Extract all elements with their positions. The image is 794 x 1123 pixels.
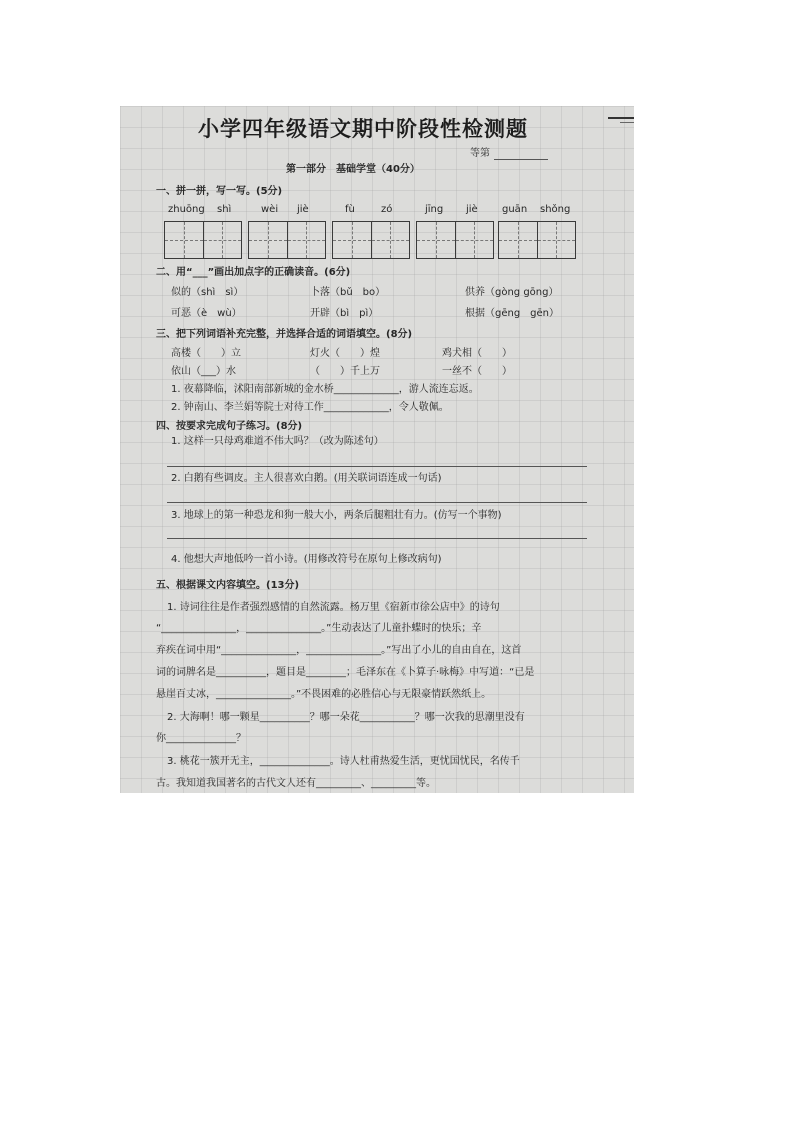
answer-line [167,466,587,467]
idiom-item: 高楼（ ）立 [171,348,241,359]
section-5-heading: 五、根据课文内容填空。(13分) [156,580,300,591]
pinyin-10: shǒng [540,204,571,215]
idiom-item: 鸡犬相（ ） [442,348,512,359]
reading-item: 似的（shì sì） [171,287,244,298]
writing-grid [416,221,494,259]
poem-fill-line: 悬崖百丈冰，_______________。”不畏困难的必胜信心与无限豪情跃然纸上。 [156,689,492,700]
sentence-question: 2. 白鹅有些调皮。主人很喜欢白鹅。(用关联词语连成一句话) [171,473,442,484]
grade-blank [494,159,548,160]
poem-fill-line: 1. 诗词往往是作者强烈感情的自然流露。杨万里《宿新市徐公店中》的诗句 [167,602,500,613]
reading-item: 供养（gòng gōng） [465,287,559,298]
pinyin-9: guān [502,204,528,215]
answer-line [167,502,587,503]
writing-grid [498,221,576,259]
poem-fill-line: “_______________，_______________。”生动表达了儿童扑蝶时的快乐；辛 [156,623,482,634]
idiom-item: （ ）千上万 [310,366,380,377]
scanned-exam-photo [120,106,634,793]
reading-item: 卜落（bǔ bo） [310,287,386,298]
idiom-item: 灯火（ ）煌 [310,348,380,359]
writing-grid [248,221,326,259]
page-title: 小学四年级语文期中阶段性检测题 [198,117,528,141]
sentence-question: 1. 这样一只母鸡难道不伟大吗？（改为陈述句） [171,436,384,447]
pinyin-4: jiè [297,204,309,215]
section-1-heading: 一、拼一拼，写一写。(5分) [156,186,283,197]
grade-label: 等第 [470,148,490,159]
pinyin-8: jiè [466,204,478,215]
fill-question: 1. 夜幕降临，沭阳南部新城的金水桥_____________，游人流连忘返。 [171,384,479,395]
poem-fill-line: 3. 桃花一簇开无主，______________。诗人杜甫热爱生活，更忧国忧民，名传千 [167,756,520,767]
idiom-item: 依山（___）水 [171,366,236,377]
fill-question: 2. 钟南山、李兰娟等院士对待工作_____________，令人敬佩。 [171,402,449,413]
reading-item: 可恶（è wù） [171,308,242,319]
pinyin-6: zó [381,204,393,215]
poem-fill-line: 你______________？ [156,733,246,744]
idiom-item: 一丝不（ ） [442,366,512,377]
section-3-heading: 三、把下列词语补充完整，并选择合适的词语填空。(8分) [156,329,413,340]
sentence-question: 4. 他想大声地低吟一首小诗。(用修改符号在原句上修改病句) [171,554,442,565]
pinyin-7: jīng [425,204,444,215]
part-heading: 第一部分 基础学堂（40分） [286,164,420,175]
page-edge-mark [620,122,634,123]
sentence-question: 3. 地球上的第一种恐龙和狗一般大小，两条后腿粗壮有力。(仿写一个事物) [171,510,502,521]
poem-fill-line: 词的词牌名是__________，题目是________；毛泽东在《卜算子·咏梅》中写道：“已是 [156,667,535,678]
reading-item: 开辟（bì pì） [310,308,379,319]
answer-line [167,538,587,539]
pinyin-3: wèi [261,204,279,215]
section-4-heading: 四、按要求完成句子练习。(8分) [156,421,303,432]
reading-item: 根据（gēng gēn） [465,308,560,319]
section-2-heading: 二、用“___”画出加点字的正确读音。(6分) [156,267,351,278]
pinyin-5: fù [345,204,355,215]
writing-grid [332,221,410,259]
pinyin-1: zhuōng [168,204,205,215]
poem-fill-line: 弃疾在词中用“_______________，_______________。”写出了小儿的自由自在，这首 [156,645,522,656]
poem-fill-line: 2. 大海啊！哪一颗星__________？哪一朵花___________？哪一次我的思潮里没有 [167,712,525,723]
page-edge-mark [608,117,634,119]
pinyin-2: shì [217,204,232,215]
poem-fill-line: 古。我知道我国著名的古代文人还有_________、_________等。 [156,778,436,789]
writing-grid [164,221,242,259]
